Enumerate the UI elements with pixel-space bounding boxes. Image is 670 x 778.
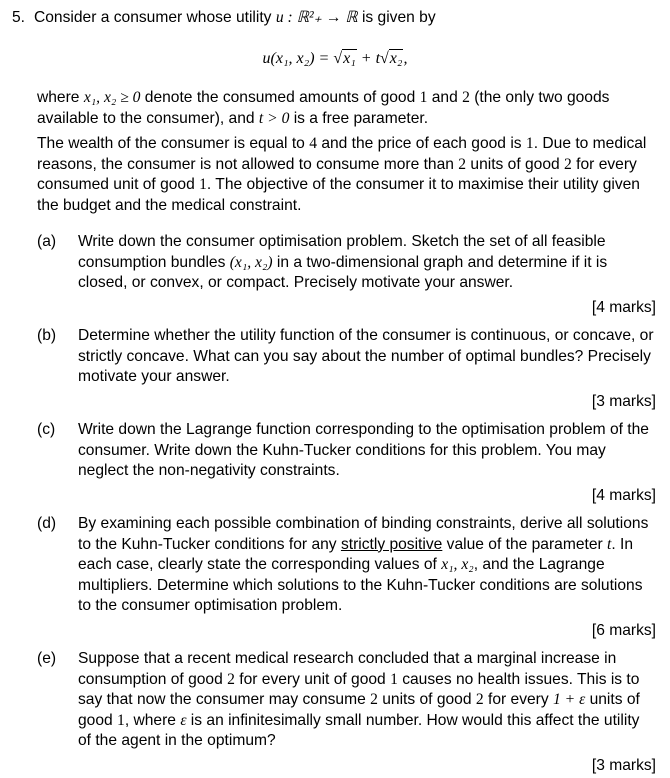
math-num: 1 xyxy=(199,176,207,193)
marks-label: [3 marks] xyxy=(591,392,656,410)
marks-label: [4 marks] xyxy=(591,298,656,316)
text: Write down the consumer optimisation problem. Sketch the set of all feasible consumption bundles xyxy=(78,233,606,271)
math-num: 1 xyxy=(390,670,398,688)
text: By examining each possible combination of binding constraints, derive all solutions to the Kuhn-Tucker conditions for any xyxy=(78,515,649,553)
sub-questions xyxy=(37,232,656,776)
text: for every unit of good xyxy=(234,670,391,688)
part-e xyxy=(37,649,656,776)
intro-text-end: is given by xyxy=(357,9,436,26)
text: and the price of each good is xyxy=(316,135,526,152)
part-text xyxy=(78,326,656,388)
part-label: (d) xyxy=(37,515,57,532)
part-label: (a) xyxy=(37,233,57,250)
math-num: 2 xyxy=(370,691,378,708)
math-eps: ε xyxy=(180,711,187,729)
math-t-condition: t > 0 xyxy=(258,109,290,127)
paragraph-definitions xyxy=(37,88,656,129)
text: for every xyxy=(483,691,553,708)
math-num: 1 xyxy=(419,89,428,106)
sqrt-sign-icon-2: √ xyxy=(380,50,389,67)
math-one-plus-eps: 1 + ε xyxy=(552,691,586,708)
math-bundle: (x₁, x₂) xyxy=(229,253,273,271)
math-num: 1 xyxy=(117,711,125,729)
math-num: 2 xyxy=(458,155,467,173)
part-text xyxy=(78,232,656,294)
text: units of good xyxy=(78,691,640,729)
equation-lhs: u(x₁, x₂) xyxy=(262,50,315,67)
equation-end: , xyxy=(403,50,408,67)
math-vars: x₁, x₂ ≥ 0 xyxy=(83,89,141,106)
text: units of good xyxy=(466,155,565,173)
text: . Due to medical reasons, the consumer is not allowed to consume more than xyxy=(37,135,647,173)
question-number: 5. xyxy=(12,9,26,26)
text: and xyxy=(427,89,463,106)
part-text xyxy=(78,649,656,752)
math-num: 4 xyxy=(309,135,317,152)
intro-text: Consider a consumer whose utility xyxy=(34,9,276,26)
math-num: 2 xyxy=(564,155,572,173)
equation-equals: = xyxy=(314,50,334,67)
text: Suppose that a recent medical research concluded that a marginal increase in consumption of good xyxy=(78,650,617,688)
equation-plus-t: + t xyxy=(356,50,381,67)
math-num: 2 xyxy=(462,89,470,106)
question-header xyxy=(12,8,656,28)
text: . The objective of the consumer it to maximise their utility given the budget and the medical constraint. xyxy=(37,176,640,214)
part-b xyxy=(37,326,656,412)
utility-equation xyxy=(0,48,670,70)
text: Determine whether the utility function of the consumer is continuous, or concave, or strictly concave. What can you say about the number of optimal bundles? Precisely motivate your answer. xyxy=(78,327,654,385)
paragraph-constraints xyxy=(37,134,656,216)
underlined-text: strictly positive xyxy=(340,535,443,553)
math-num: 2 xyxy=(227,670,235,688)
part-d xyxy=(37,514,656,641)
part-label: (e) xyxy=(37,650,57,667)
part-a xyxy=(37,232,656,318)
sqrt-sign-icon: √ xyxy=(333,50,343,67)
text: units of good xyxy=(377,691,476,708)
text: is a free parameter. xyxy=(289,109,429,127)
radicand-1: x₁ xyxy=(343,50,356,67)
text: where xyxy=(37,89,84,106)
text: value of the parameter xyxy=(442,535,608,553)
utility-domain-math: u : ℝ²₊ → ℝ xyxy=(275,9,358,26)
text: Write down the Lagrange function corresponding to the optimisation problem of the consumer. Write down the Kuhn-Tucker conditions for this problem. You may neglect the non-negativity constraints. xyxy=(78,421,649,479)
part-label: (c) xyxy=(37,421,56,438)
math-num: 1 xyxy=(525,135,534,152)
part-label: (b) xyxy=(37,327,57,344)
text: The wealth of the consumer is equal to xyxy=(37,135,310,152)
marks-label: [6 marks] xyxy=(591,621,656,639)
text: in a two-dimensional graph and determine if it is closed, or convex, or compact. Precisely motivate your answer. xyxy=(78,253,608,291)
radicand-2: x₂ xyxy=(389,50,403,67)
math-num: 2 xyxy=(475,691,484,708)
text: , and the Lagrange multipliers. Determine which solutions to the Kuhn-Tucker conditions are solutions to the consumer optimisation problem. xyxy=(78,556,643,614)
math-t: t xyxy=(607,535,612,553)
text: for every consumed unit of good xyxy=(37,155,637,193)
part-c xyxy=(37,420,656,506)
text: (the only two goods available to the consumer), and xyxy=(37,89,610,127)
marks-label: [4 marks] xyxy=(591,486,656,504)
marks-label: [3 marks] xyxy=(591,756,656,774)
text: is an infinitesimally small number. How would this affect the utility of the agent in the optimum? xyxy=(78,711,640,749)
math-vars: x₁, x₂ xyxy=(441,556,474,573)
part-text xyxy=(78,420,656,482)
text: , where xyxy=(124,711,181,729)
text: denote the consumed amounts of good xyxy=(140,89,420,106)
text: causes no health issues. This is to say that now the consumer may consume xyxy=(78,670,640,708)
text: . In each case, clearly state the corresponding values of xyxy=(78,535,634,573)
part-text xyxy=(78,514,656,617)
